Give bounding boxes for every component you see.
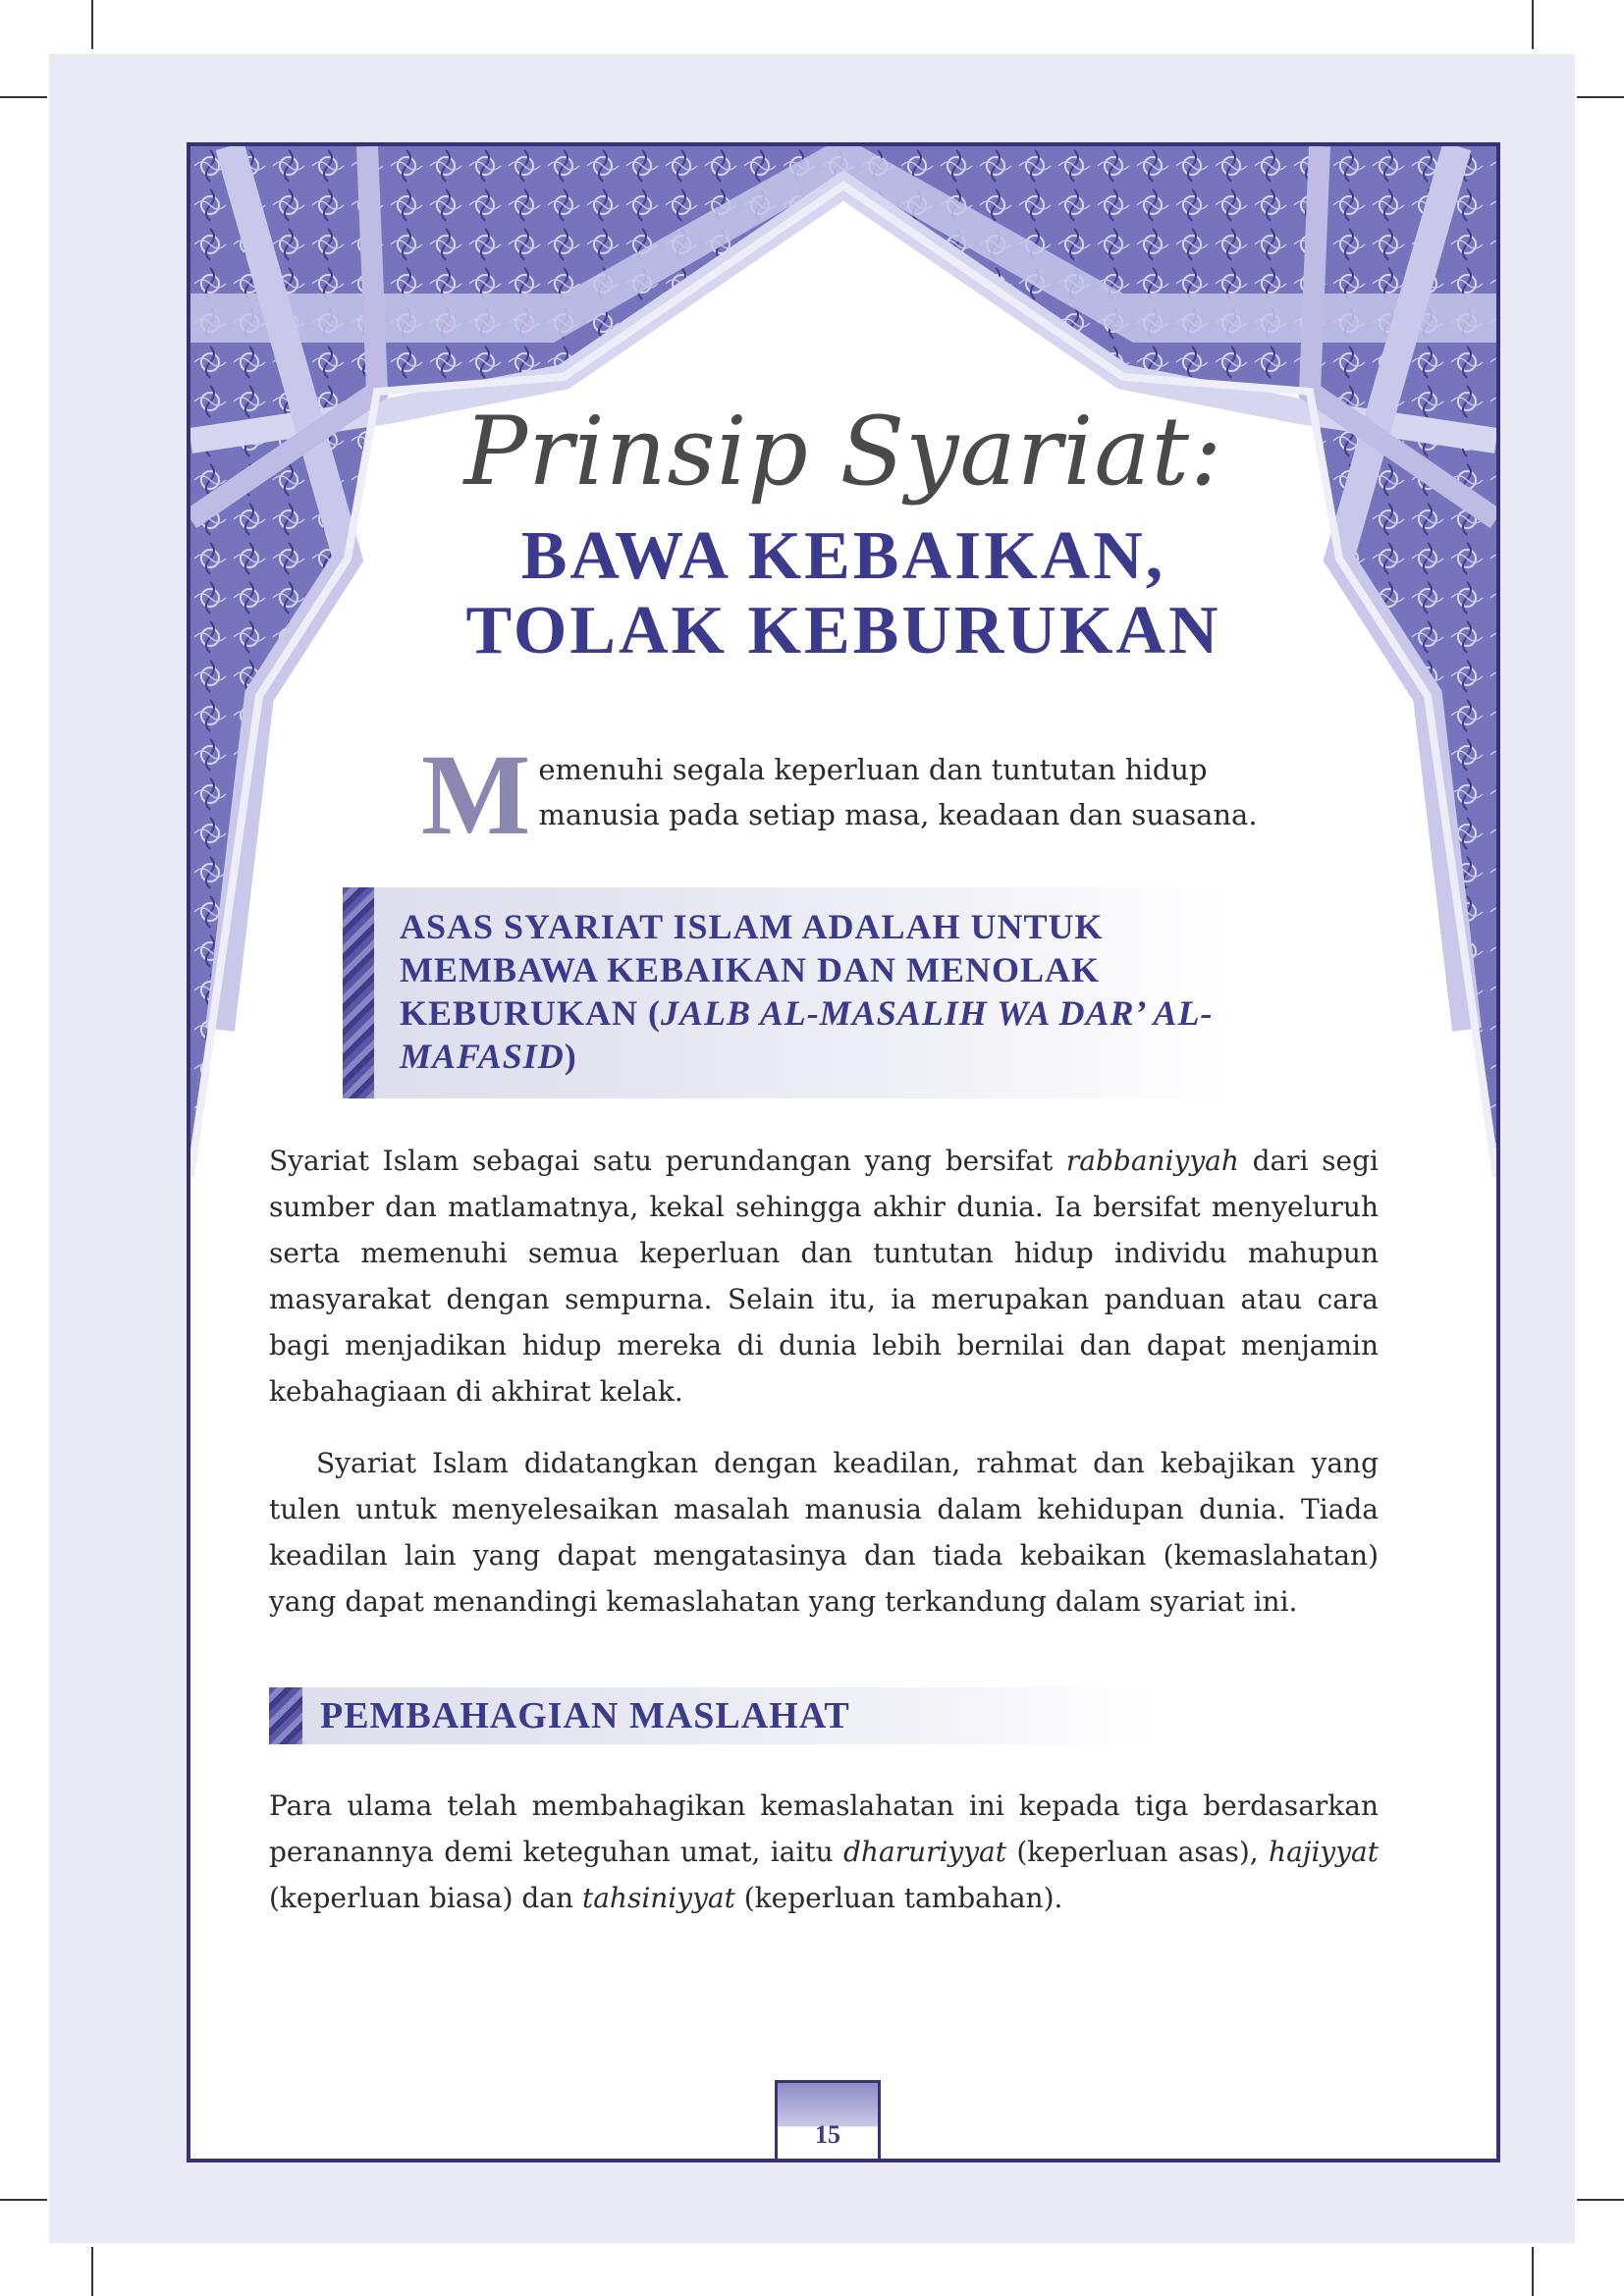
p3-italic-1: dharuriyyat [843,1836,1006,1868]
p3-text-3: (keperluan biasa) dan [269,1882,582,1914]
p1-text-1: Syariat Islam sebagai satu perundangan yang bersifat [269,1145,1066,1177]
p1-italic-1: rabbaniyyah [1065,1145,1239,1177]
p3-text-1: Para ulama telah membahagikan kemaslahatan ini kepada tiga berdasarkan peranannya demi keteguhan umat, iaitu [269,1789,1379,1868]
ornament-strip-icon [343,887,374,1098]
body-paragraph-1 [269,1138,1379,1415]
title-caps-line-1: BAWA KEBAIKAN, [520,518,1166,594]
p3-italic-2: hajiyyat [1269,1836,1379,1868]
section-heading-box [343,887,1231,1098]
section-title [400,905,1224,1078]
body-paragraph-3 [269,1783,1379,1921]
p3-text-4: (keperluan tambahan). [734,1882,1063,1914]
page-number: 15 [815,2120,840,2149]
drop-cap: M [421,730,531,859]
intro-text: emenuhi segala keperluan dan tuntutan hidup manusia pada setiap masa, keadaan dan suasana. [538,753,1258,831]
ornament-strip-icon [269,1687,302,1744]
crop-mark [1577,96,1624,98]
p1-text-2: dari segi sumber dan matlamatnya, kekal sehingga akhir dunia. Ia bersifat menyeluruh serta memenuhi semua keperluan dan tuntutan hidup individu mahupun masyarakat dengan sempurna. Selain itu, ia merupakan panduan atau cara bagi menjadikan hidup mereka di dunia lebih bernilai dan dapat menjamin kebahagiaan di akhirat kelak. [269,1145,1379,1408]
title-script: Prinsip Syariat: [463,397,1223,507]
subsection-heading-box [269,1687,1153,1744]
subsection-title: PEMBAHAGIAN MASLAHAT [320,1695,850,1736]
crop-mark [1532,0,1534,49]
crop-mark [0,2199,47,2201]
section-title-close: ) [564,1037,577,1076]
section-title-plain: ASAS SYARIAT ISLAM ADALAH UNTUK MEMBAWA KEBAIKAN DAN MENOLAK KEBURUKAN ( [400,907,1104,1033]
body-paragraph-2: Syariat Islam didatangkan dengan keadilan, rahmat dan kebajikan yang tulen untuk menyelesaikan masalah manusia dalam kehidupan dunia. Tiada keadilan lain yang dapat mengatasinya dan tiada kebaikan (kemaslahatan) yang dapat menandingi kemaslahatan yang terkandung dalam syariat ini. [269,1447,1379,1618]
title-caps [190,519,1496,668]
page [187,142,1500,2163]
p3-italic-3: tahsiniyyat [581,1882,735,1914]
crop-mark [91,2247,93,2296]
crop-mark [1577,2199,1624,2201]
crop-mark [0,96,47,98]
p3-text-2: (keperluan asas), [1006,1836,1270,1868]
crop-mark [1532,2247,1534,2296]
section-title-italic: JALB AL-MASALIH WA DAR’ AL-MAFASID [400,993,1214,1076]
intro-paragraph [421,730,1285,859]
title-caps-line-2: TOLAK KEBURUKAN [465,593,1221,668]
page-number-box [775,2080,881,2162]
crop-mark [91,0,93,49]
